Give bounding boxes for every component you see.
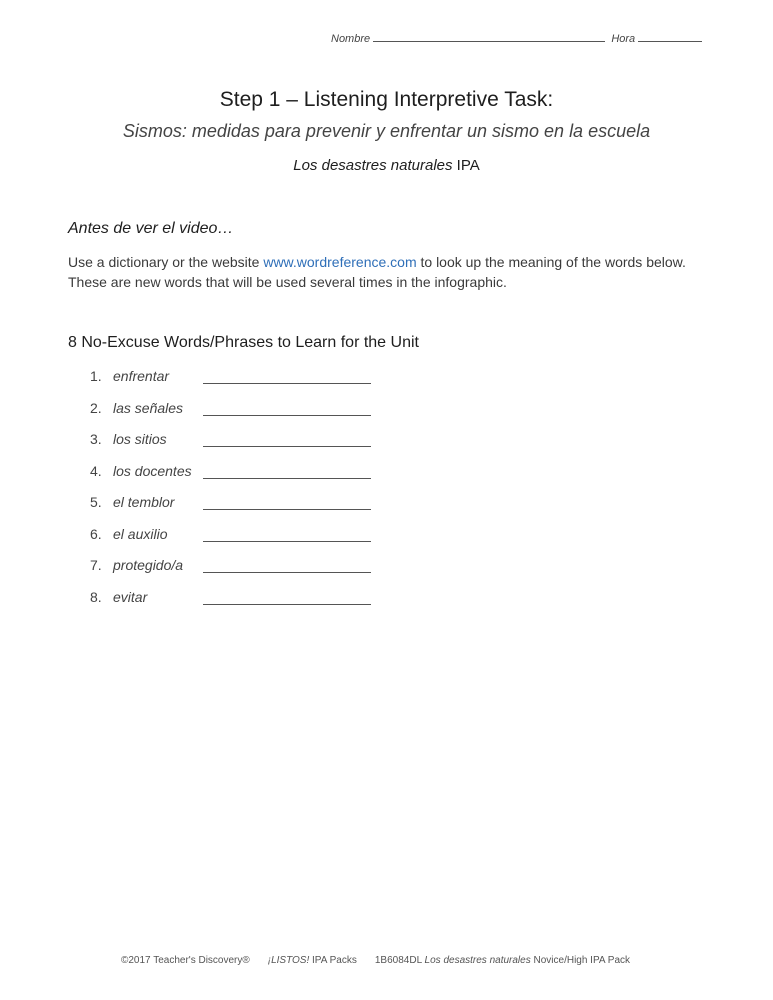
instructions-text-start: Use a dictionary or the website (68, 254, 264, 270)
vocab-term: enfrentar (113, 368, 170, 384)
list-item-number: 8. (90, 588, 102, 605)
list-item-number: 4. (90, 462, 102, 479)
answer-blank-line[interactable] (203, 478, 371, 479)
answer-blank-line[interactable] (203, 572, 371, 573)
period-label: Hora (611, 33, 636, 45)
list-item (90, 555, 410, 587)
list-item-number: 3. (90, 431, 102, 447)
answer-blank-line[interactable] (203, 604, 371, 605)
vocab-term: los sitios (113, 431, 167, 447)
list-item (90, 461, 410, 493)
instructions-text-end: to look up the meaning of the words below. These are new words that will be used several times in the infographic. (68, 254, 686, 290)
vocab-term: el auxilio (113, 525, 168, 542)
student-info-header (331, 31, 702, 45)
answer-blank-line[interactable] (203, 509, 371, 510)
footer-product-suffix: Novice/High IPA Pack (530, 955, 631, 966)
list-item (90, 366, 410, 398)
answer-blank-line[interactable] (203, 541, 371, 542)
vocab-term: evitar (113, 588, 148, 605)
list-item-number: 1. (90, 368, 102, 384)
list-item (90, 524, 410, 556)
vocab-term: los docentes (113, 462, 192, 479)
footer-product-name: Los desastres naturales (424, 955, 531, 966)
instructions-paragraph (68, 252, 708, 292)
vocab-term: las señales (113, 399, 184, 416)
list-item (90, 398, 410, 430)
footer-series-suffix: IPA Packs (309, 955, 357, 966)
list-item-number: 6. (90, 525, 102, 542)
list-item (90, 492, 410, 524)
footer-series-name: ¡LISTOS! (267, 955, 310, 966)
unit-name: Los desastres naturales (293, 157, 453, 174)
wordreference-link[interactable]: www.wordreference.com (263, 254, 417, 270)
footer-copyright: ©2017 Teacher's Discovery® (121, 955, 250, 966)
footer (121, 955, 630, 966)
answer-blank-line[interactable] (203, 383, 371, 384)
list-item (90, 429, 410, 461)
name-blank-line[interactable] (373, 31, 605, 42)
unit-title (0, 157, 773, 174)
section-words-heading: 8 No-Excuse Words/Phrases to Learn for the Unit (68, 334, 419, 351)
list-item-number: 7. (90, 557, 102, 573)
section-before-heading: Antes de ver el video… (68, 220, 234, 237)
vocab-term: el temblor (113, 494, 175, 510)
vocab-list (90, 366, 410, 618)
answer-blank-line[interactable] (203, 415, 371, 416)
list-item (90, 587, 410, 619)
page-subtitle: Sismos: medidas para prevenir y enfrentar un sismo en la escuela (122, 121, 651, 141)
answer-blank-line[interactable] (203, 446, 371, 447)
vocab-term: protegido/a (113, 557, 184, 573)
period-blank-line[interactable] (638, 31, 702, 42)
page-title: Step 1 – Listening Interpretive Task: (219, 88, 554, 111)
list-item-number: 2. (90, 399, 102, 416)
unit-suffix: IPA (452, 157, 480, 174)
name-label: Nombre (331, 33, 371, 45)
list-item-number: 5. (90, 494, 102, 510)
footer-product-code: 1B6084DL (374, 955, 425, 966)
